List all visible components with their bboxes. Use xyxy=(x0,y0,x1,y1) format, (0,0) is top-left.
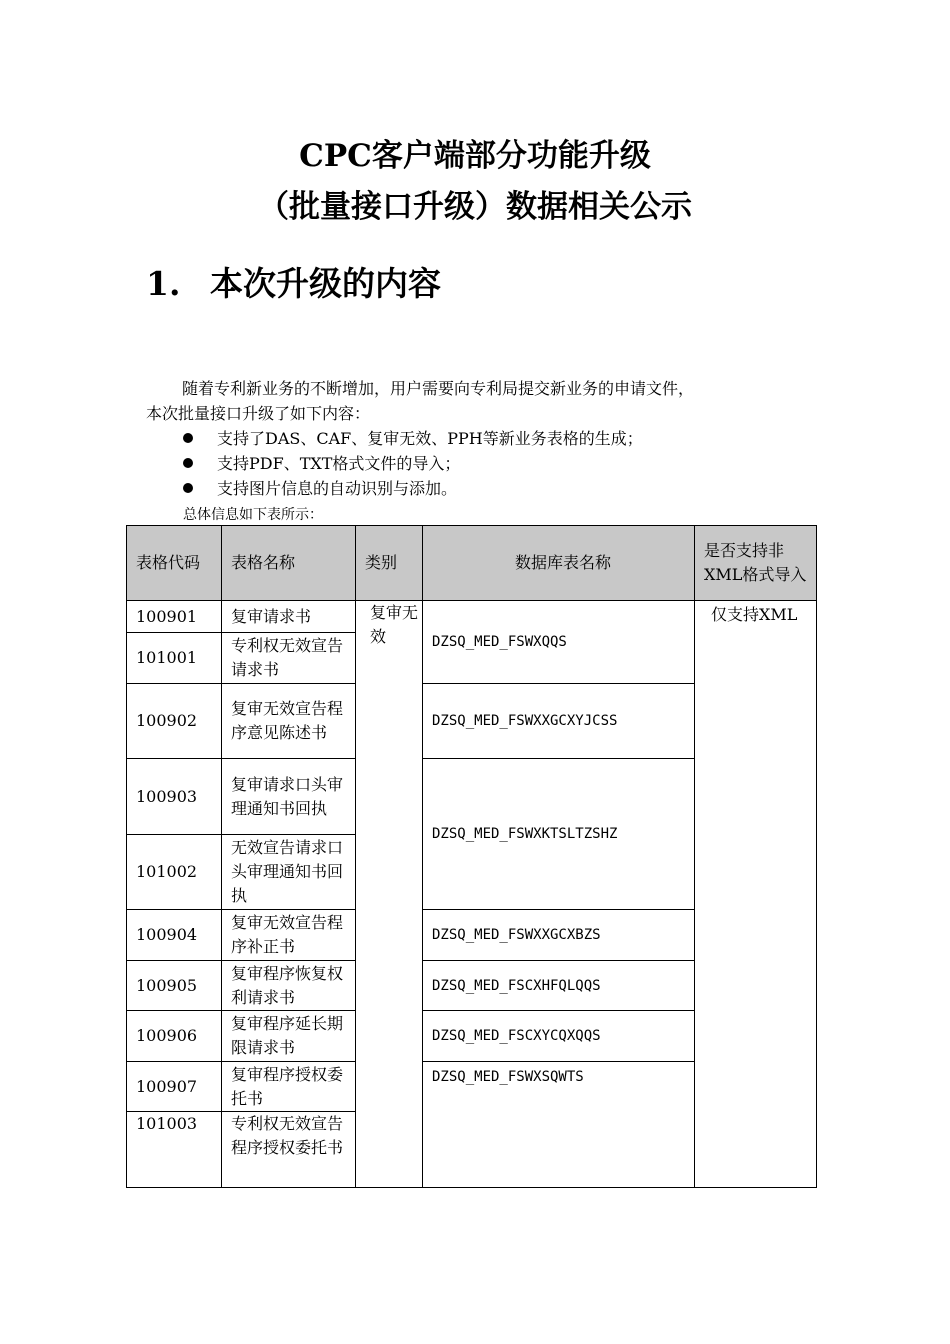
section-heading xyxy=(146,258,441,305)
bullet-item xyxy=(183,429,643,449)
cell-code: 101002 xyxy=(127,835,222,910)
header-category: 类别 xyxy=(356,526,423,601)
cell-name: 复审请求口头审理通知书回执 xyxy=(222,759,356,835)
bullet-dot-icon xyxy=(183,433,193,443)
bullet-item xyxy=(183,454,460,474)
header-db-table: 数据库表名称 xyxy=(423,526,695,601)
intro-line-1: 随着专利新业务的不断增加，用户需要向专利局提交新业务的申请文件， xyxy=(182,379,695,398)
bullet-text: 支持了DAS、CAF、复审无效、PPH等新业务表格的生成； xyxy=(217,429,643,448)
table-header-row xyxy=(127,526,817,601)
cell-name: 复审请求书 xyxy=(222,601,356,633)
cell-code: 100907 xyxy=(127,1062,222,1112)
intro-line-2: 本次批量接口升级了如下内容： xyxy=(146,404,371,423)
cell-code: 101003 xyxy=(127,1112,222,1188)
forms-table xyxy=(126,525,817,1188)
cell-name: 复审无效宣告程序补正书 xyxy=(222,910,356,961)
bullet-text: 支持图片信息的自动识别与添加。 xyxy=(217,479,458,498)
bullet-text: 支持PDF、TXT格式文件的导入； xyxy=(217,454,461,473)
document-title-line2: （批量接口升级）数据相关公示 xyxy=(258,189,692,225)
cell-name: 无效宣告请求口头审理通知书回执 xyxy=(222,835,356,910)
cell-name: 复审无效宣告程序意见陈述书 xyxy=(222,684,356,759)
cell-code: 100902 xyxy=(127,684,222,759)
cell-name: 专利权无效宣告程序授权委托书 xyxy=(222,1112,356,1188)
cell-name: 复审程序延长期限请求书 xyxy=(222,1011,356,1062)
document-title-line1: CPC客户端部分功能升级 xyxy=(299,138,651,174)
cell-db-table: DZSQ_MED_FSWXXGCXBZS xyxy=(423,910,695,961)
cell-code: 100904 xyxy=(127,910,222,961)
cell-name: 复审程序恢复权利请求书 xyxy=(222,961,356,1011)
cell-name: 专利权无效宣告请求书 xyxy=(222,633,356,684)
cell-code: 101001 xyxy=(127,633,222,684)
header-name: 表格名称 xyxy=(222,526,356,601)
cell-code: 100905 xyxy=(127,961,222,1011)
cell-db-table: DZSQ_MED_FSWXKTSLTZSHZ xyxy=(423,759,695,910)
cell-name: 复审程序授权委托书 xyxy=(222,1062,356,1112)
section-title: 本次升级的内容 xyxy=(210,264,441,303)
cell-db-table: DZSQ_MED_FSCXYCQXQQS xyxy=(423,1011,695,1062)
bullet-item xyxy=(183,479,457,499)
cell-code: 100901 xyxy=(127,601,222,633)
header-xml-support: 是否支持非XML格式导入 xyxy=(695,526,817,601)
section-number: 1. xyxy=(146,264,181,303)
cell-code: 100906 xyxy=(127,1011,222,1062)
cell-code: 100903 xyxy=(127,759,222,835)
table-row xyxy=(127,601,817,633)
bullet-dot-icon xyxy=(183,483,193,493)
cell-xml-support: 仅支持XML xyxy=(695,601,817,1188)
cell-db-table: DZSQ_MED_FSCXHFQLQQS xyxy=(423,961,695,1011)
header-code: 表格代码 xyxy=(127,526,222,601)
cell-category: 复审无效 xyxy=(356,601,423,1188)
bullet-dot-icon xyxy=(183,458,193,468)
cell-db-table: DZSQ_MED_FSWXQQS xyxy=(423,601,695,684)
cell-db-table: DZSQ_MED_FSWXSQWTS xyxy=(423,1062,695,1188)
cell-db-table: DZSQ_MED_FSWXXGCXYJCSS xyxy=(423,684,695,759)
table-caption: 总体信息如下表所示： xyxy=(183,507,323,523)
